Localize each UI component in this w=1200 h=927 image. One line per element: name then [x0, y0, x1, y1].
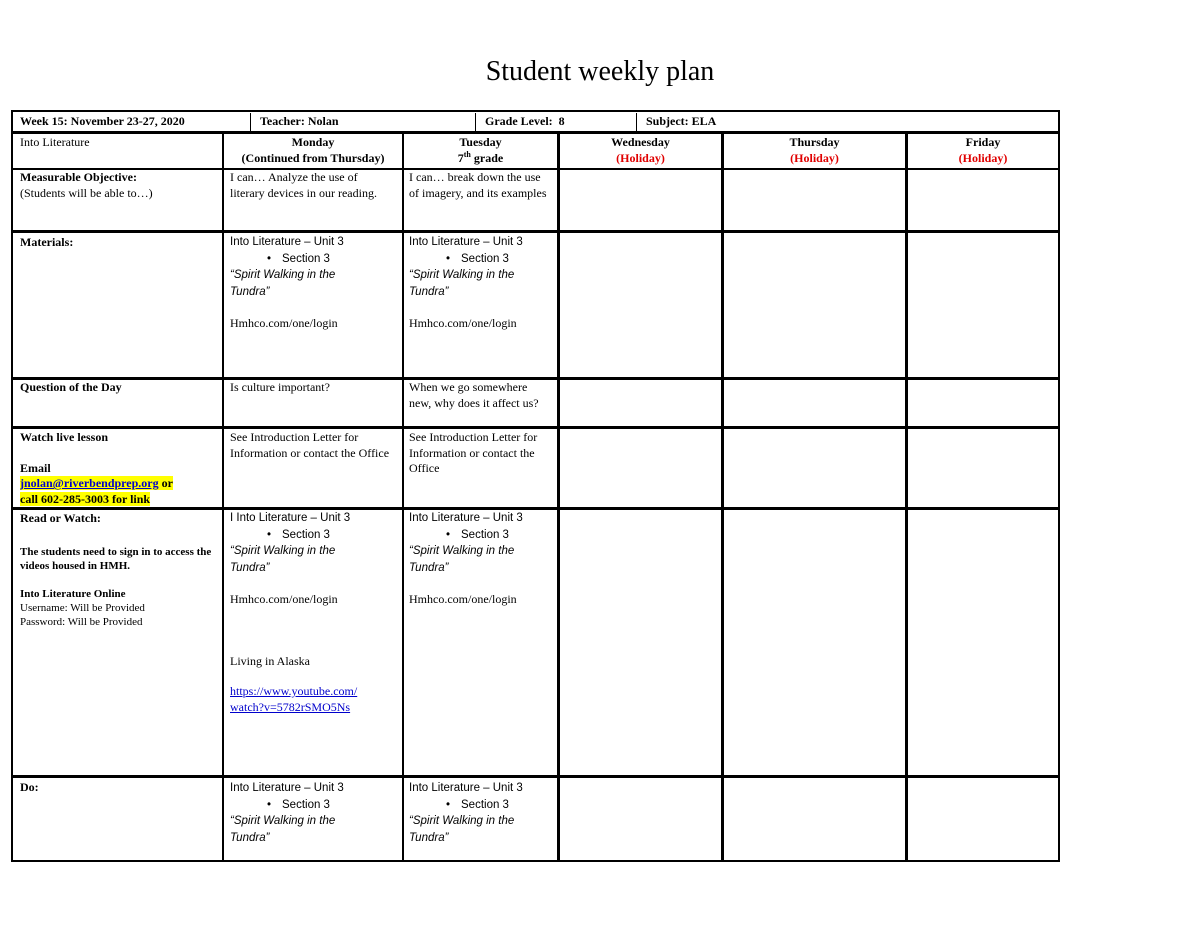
- do-monday-unit: Into Literature – Unit 3: [230, 782, 344, 794]
- read-signin-note: The students need to sign in to access the videos housed in HMH.: [20, 545, 212, 572]
- live-label-cell: [20, 430, 220, 507]
- question-monday: Is culture important?: [230, 380, 330, 394]
- read-tuesday: [409, 510, 555, 608]
- live-monday: See Introduction Letter for Information or contact the Office: [230, 430, 390, 460]
- tuesday-note: [405, 151, 556, 167]
- course-label: Into Literature: [20, 135, 90, 149]
- objective-tuesday: I can… break down the use of imagery, and its examples: [409, 170, 547, 200]
- live-label: Watch live lesson: [20, 430, 109, 444]
- read-tuesday-story: “Spirit Walking in the Tundra”: [409, 545, 515, 574]
- read-password: Password: Will be Provided: [20, 615, 143, 628]
- read-monday: [230, 510, 400, 715]
- friday-day: Friday: [965, 135, 1001, 149]
- tuesday-grade-number: 7: [457, 150, 464, 165]
- video-link-line1[interactable]: https://www.youtube.com/: [230, 684, 358, 698]
- do-tuesday-unit: Into Literature – Unit 3: [409, 782, 523, 794]
- video-link[interactable]: [230, 684, 400, 715]
- read-username: Username: Will be Provided: [20, 601, 145, 614]
- teacher-label: Teacher: Nolan: [260, 114, 339, 128]
- week-label: Week 15: November 23-27, 2020: [20, 114, 185, 128]
- wednesday-holiday: (Holiday): [616, 150, 665, 165]
- monday-day: Monday: [291, 135, 335, 149]
- materials-tuesday-site: Hmhco.com/one/login: [409, 316, 517, 330]
- read-label: Read or Watch:: [20, 511, 101, 525]
- video-link-line2[interactable]: watch?v=5782rSMO5Ns: [230, 699, 351, 714]
- do-label: Do:: [20, 780, 39, 794]
- tuesday-header: [405, 135, 556, 166]
- objective-sublabel: (Students will be able to…): [20, 185, 153, 200]
- thursday-header: [725, 135, 904, 166]
- read-monday-site: Hmhco.com/one/login: [230, 592, 338, 606]
- email-label: Email: [20, 460, 51, 475]
- page-title: Student weekly plan: [485, 56, 715, 87]
- email-link[interactable]: jnolan@riverbendprep.org: [20, 476, 159, 490]
- materials-monday-section: • Section 3: [230, 251, 400, 268]
- materials-tuesday-story: “Spirit Walking in the Tundra”: [409, 269, 515, 298]
- tuesday-grade-suffix: th: [463, 149, 471, 159]
- wednesday-day: Wednesday: [611, 135, 670, 149]
- read-label-cell: [20, 511, 220, 629]
- materials-monday-story: “Spirit Walking in the Tundra”: [230, 269, 336, 298]
- read-monday-section: • Section 3: [230, 527, 400, 544]
- materials-label: Materials:: [20, 235, 74, 249]
- email-or: or: [158, 476, 173, 490]
- call-for-link: call 602-285-3003 for link: [20, 491, 151, 506]
- monday-note: (Continued from Thursday): [241, 150, 385, 165]
- live-tuesday: See Introduction Letter for Information or contact the Office: [409, 430, 538, 475]
- objective-label: Measurable Objective:: [20, 170, 137, 184]
- subject-label: Subject: ELA: [646, 114, 717, 128]
- do-monday-story: “Spirit Walking in the Tundra”: [230, 815, 336, 844]
- do-tuesday: [409, 780, 555, 846]
- materials-tuesday: [409, 234, 555, 332]
- read-online-label: Into Literature Online: [20, 587, 126, 600]
- tuesday-grade-text: grade: [470, 150, 504, 165]
- wednesday-header: [561, 135, 720, 166]
- video-title: Living in Alaska: [230, 653, 310, 668]
- do-monday: [230, 780, 400, 846]
- grade-level-label: Grade Level: 8: [485, 114, 565, 128]
- materials-tuesday-unit: Into Literature – Unit 3: [409, 236, 523, 248]
- friday-header: [909, 135, 1057, 166]
- do-monday-section: • Section 3: [230, 797, 400, 814]
- read-tuesday-unit: Into Literature – Unit 3: [409, 512, 523, 524]
- read-monday-story: “Spirit Walking in the Tundra”: [230, 545, 336, 574]
- thursday-day: Thursday: [789, 135, 840, 149]
- question-label: Question of the Day: [20, 380, 122, 394]
- objective-monday: I can… Analyze the use of literary devices in our reading.: [230, 170, 377, 200]
- question-tuesday: When we go somewhere new, why does it affect us?: [409, 380, 539, 410]
- materials-tuesday-section: • Section 3: [409, 251, 555, 268]
- read-tuesday-section: • Section 3: [409, 527, 555, 544]
- friday-holiday: (Holiday): [958, 150, 1008, 165]
- read-tuesday-site: Hmhco.com/one/login: [409, 592, 517, 606]
- materials-monday-unit: Into Literature – Unit 3: [230, 236, 344, 248]
- read-monday-unit: I Into Literature – Unit 3: [230, 512, 351, 524]
- do-tuesday-story: “Spirit Walking in the Tundra”: [409, 815, 515, 844]
- monday-header: [225, 135, 401, 166]
- materials-monday-site: Hmhco.com/one/login: [230, 316, 338, 330]
- do-tuesday-section: • Section 3: [409, 797, 555, 814]
- materials-monday: [230, 234, 400, 332]
- objective-label-cell: [20, 170, 220, 201]
- thursday-holiday: (Holiday): [790, 150, 839, 165]
- tuesday-day: Tuesday: [459, 135, 502, 149]
